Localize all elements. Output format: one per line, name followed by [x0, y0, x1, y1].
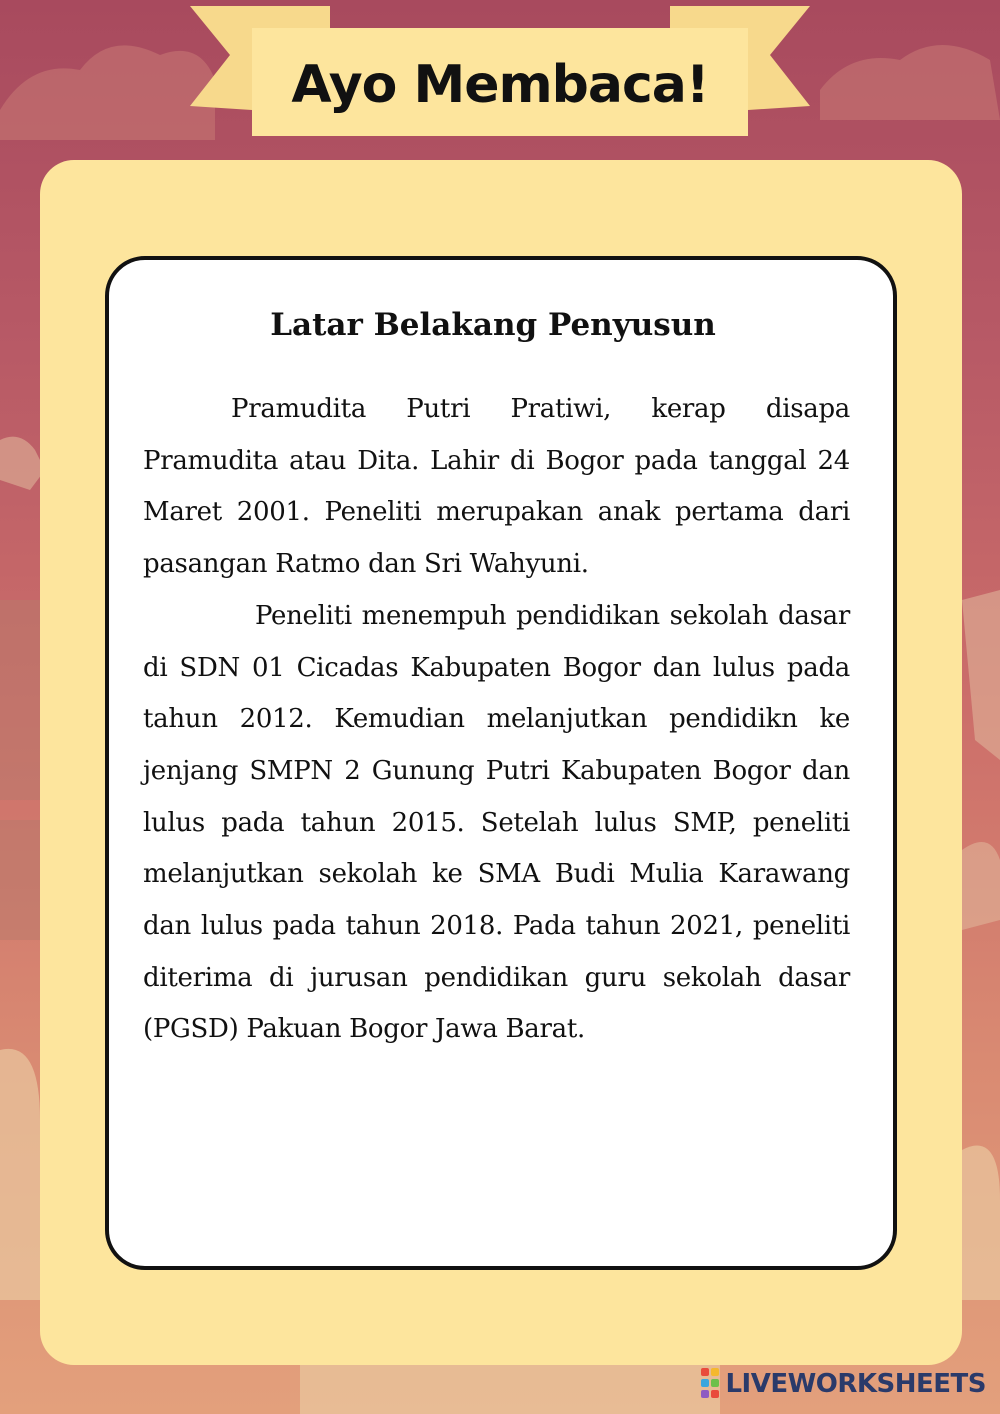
document-title: Latar Belakang Penyusun	[270, 307, 716, 343]
liveworksheets-logo-icon	[701, 1368, 721, 1400]
paragraph-1: Pramudita Putri Pratiwi, kerap disapa Pramudita atau Dita. Lahir di Bogor pada tanggal 24 Maret 2001. Peneliti merupakan anak pertama dari pasangan Ratmo dan Sri Wahyuni.	[143, 394, 850, 580]
document-body	[143, 384, 850, 1056]
liveworksheets-logo[interactable]	[701, 1364, 986, 1404]
banner-title: Ayo Membaca!	[291, 55, 709, 115]
paragraph-2: Peneliti menempuh pendidikan sekolah dasar di SDN 01 Cicadas Kabupaten Bogor dan lulus pada tahun 2012. Kemudian melanjutkan pendidikn ke jenjang SMPN 2 Gunung Putri Kabupaten Bogor dan lulus pada tahun 2015. Setelah lulus SMP, peneliti melanjutkan sekolah ke SMA Budi Mulia Karawang dan lulus pada tahun 2018. Pada tahun 2021, peneliti diterima di jurusan pendidikan guru sekolah dasar (PGSD) Pakuan Bogor Jawa Barat.	[143, 600, 850, 1045]
liveworksheets-logo-text: LIVEWORKSHEETS	[725, 1369, 986, 1399]
